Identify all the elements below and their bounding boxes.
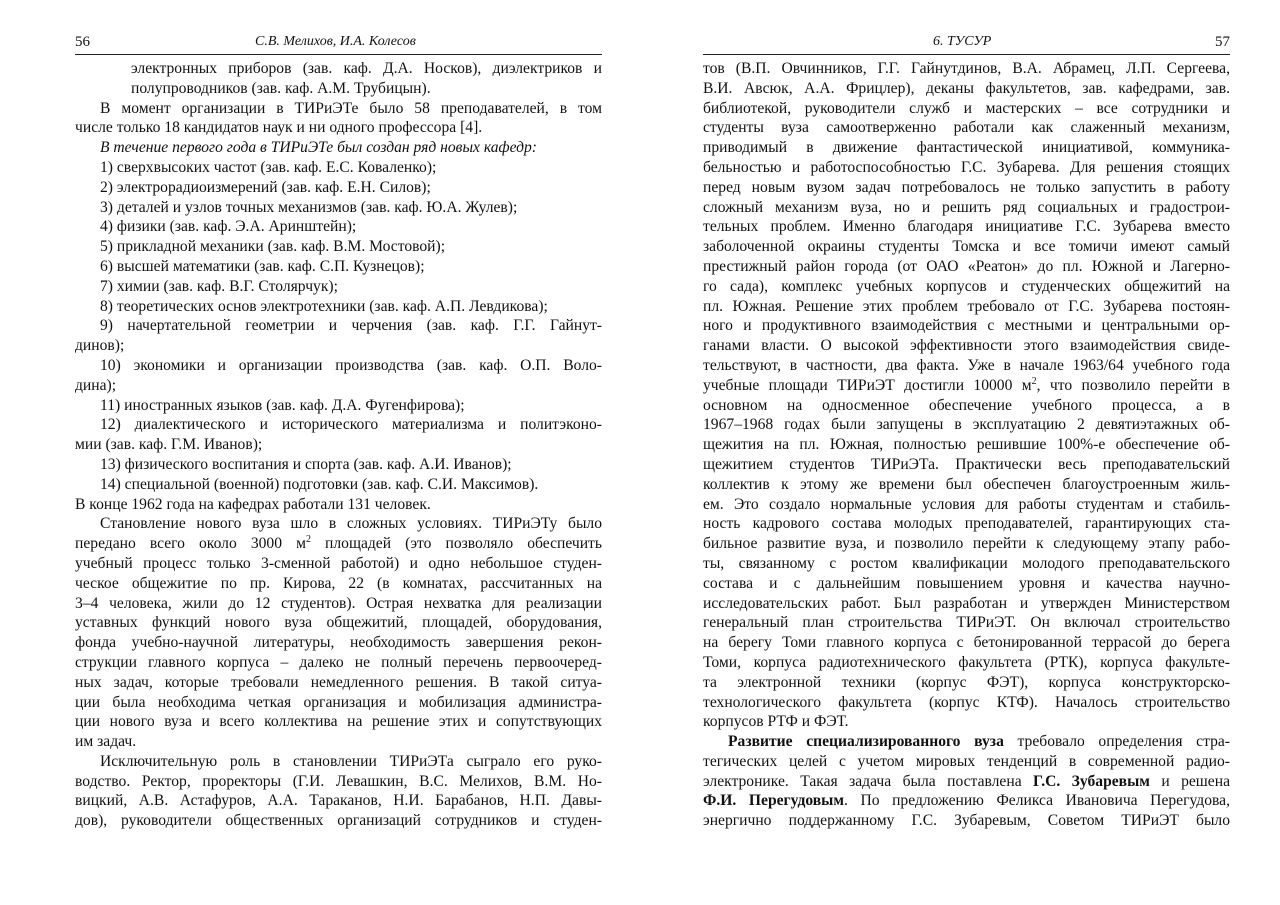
text-line: ного и продуктивного взаимодействия с местными и центральными ор-	[703, 317, 1230, 335]
text-line: В течение первого года в ТИРиЭТе был создан ряд новых кафедр:	[100, 139, 538, 157]
text-line: исследовательских работ. Был разработан и утвержден Министерством	[703, 594, 1230, 612]
right-page	[703, 34, 1230, 831]
text-line: 3–4 человека, жили до 12 студентов). Острая нехватка для реализации	[75, 594, 602, 612]
text-line: Исключительную роль в становлении ТИРиЭТа сыграло его руко-	[100, 752, 602, 770]
text-line: го сада), комплекс учебных корпусов и студенческих общежитий на	[703, 277, 1230, 295]
text-line: числе только 18 кандидатов наук и ни одного профессора [4].	[75, 119, 483, 137]
text-line: технологического факультета (корпус КТФ). Началось строительство	[703, 693, 1230, 711]
text-line: Становление нового вуза шло в сложных условиях. ТИРиЭТу было	[100, 515, 602, 533]
text-line: библиотекой, руководители служб и мастерских – все сотрудники и	[703, 99, 1230, 117]
text-line: сложный механизм вуза, но и решить ряд социальных и градострои-	[703, 198, 1230, 216]
text-line: 1) сверхвысоких частот (зав. каф. Е.С. Коваленко);	[100, 158, 437, 176]
text-line: 14) специальной (военной) подготовки (зав. каф. С.И. Максимов).	[100, 475, 539, 493]
text-line: дов), руководители общественных организаций сотрудников и студен-	[75, 812, 602, 830]
text-line: 13) физического воспитания и спорта (зав. каф. А.И. Иванов);	[100, 455, 512, 473]
text-line: ты, связанному с ростом квалификации молодого преподавательского	[703, 554, 1230, 572]
text-line: В конце 1962 года на кафедрах работали 131 человек.	[75, 495, 431, 513]
text-line: 9) начертательной геометрии и черчения (зав. каф. Г.Г. Гайнут-	[100, 317, 602, 335]
text-line: щежития на пл. Южная, полностью решившие 100%-е обеспечение об-	[703, 436, 1230, 454]
text-line: ем. Это создало нормальные условия для работы студентам и стабиль-	[703, 495, 1230, 513]
text-line: ческое общежитие по пр. Кирова, 22 (в комнатах, рассчитанных на	[75, 574, 602, 592]
text-line: ность кадрового состава молодых преподавателей, гарантирующих ста-	[703, 515, 1230, 533]
text-line: корпусов РТФ и ФЭТ.	[703, 713, 849, 731]
text-line: 5) прикладной механики (зав. каф. В.М. Мостовой);	[100, 238, 446, 256]
text-line: учебный процесс только 3-сменной работой) и одно небольшое студен-	[75, 554, 602, 572]
text-line: престижный район города (от ОАО «Реатон» до пл. Южной и Лагерно-	[703, 257, 1230, 275]
text-line: вицкий, А.В. Астафуров, А.А. Тараканов, Н.И. Барабанов, Н.П. Давы-	[75, 792, 602, 810]
text-line: ции нового вуза и всего коллектива на решение этих и сопутствующих	[75, 713, 602, 731]
text-line: 10) экономики и организации производства (зав. каф. О.П. Воло-	[100, 356, 602, 374]
text-line: пл. Южная. Решение этих проблем требовало от Г.С. Зубарева постоян-	[703, 297, 1230, 315]
text-line: электронике. Такая задача была поставлена Г.С. Зубаревым и решена	[703, 772, 1230, 790]
text-line: 2) электрорадиоизмерений (зав. каф. Е.Н. Силов);	[100, 178, 431, 196]
text-line: 7) химии (зав. каф. В.Г. Столярчук);	[100, 277, 338, 295]
text-line: ции была необходима четкая организация и мобилизация администра-	[75, 693, 602, 711]
page-number: 57	[1215, 34, 1230, 50]
text-line: 11) иностранных языков (зав. каф. Д.А. Фугенфирова);	[100, 396, 465, 414]
page-number: 56	[75, 34, 90, 50]
right-page-header	[703, 34, 1230, 55]
text-line: мии (зав. каф. Г.М. Иванов);	[75, 436, 263, 454]
text-line: основном на односменное обеспечение учебного процесса, а в	[703, 396, 1230, 414]
text-line: 3) деталей и узлов точных механизмов (зав. каф. Ю.А. Жулев);	[100, 198, 518, 216]
text-line: В.И. Авсюк, А.А. Фрицлер), деканы факультетов, зав. кафедрами, зав.	[703, 79, 1230, 97]
text-line: учебные площади ТИРиЭТ достигли 10000 $м^2$, что позволило перейти в	[703, 375, 1230, 394]
text-line: генеральный план строительства ТИРиЭТ. Он включал строительство	[703, 614, 1230, 632]
running-head: С.В. Мелихов, И.А. Колесов	[255, 34, 416, 49]
text-line: заболоченной окраины студенты Томска и все томичи имеют самый	[703, 238, 1230, 256]
text-line: 12) диалектического и исторического материализма и политэконо-	[100, 416, 602, 434]
text-line: полупроводников (зав. каф. А.М. Трубицын).	[131, 79, 431, 97]
text-line: бельностью и работоспособностью Г.С. Зубарева. Для решения стоящих	[703, 158, 1230, 176]
text-line: Томи, корпуса радиотехнического факультета (РТК), корпуса факульте-	[703, 653, 1230, 671]
text-line: студенты вуза самоотверженно работали как слаженный механизм,	[703, 119, 1230, 137]
text-line: Ф.И. Перегудовым. По предложению Феликса Ивановича Перегудова,	[703, 792, 1231, 810]
text-line: струкции главного корпуса – далеко не полный перечень первоочеред-	[75, 653, 602, 671]
text-line: динов);	[75, 337, 125, 355]
text-line: на берегу Томи главного корпуса с бетонированной террасой до берега	[703, 634, 1230, 652]
text-line: щежитием студентов ТИРиЭТа. Практически весь преподавательский	[703, 455, 1230, 473]
text-line: та электронной техники (корпус ФЭТ), корпуса конструкторско-	[703, 673, 1230, 691]
text-line: тельных проблем. Именно благодаря инициативе Г.С. Зубарева вместо	[703, 218, 1230, 236]
text-line: тегических целей с учетом мировых тенденций в современной радио-	[703, 752, 1230, 770]
text-line: коллектив к этому же времени был обеспечен благоустроенным жиль-	[703, 475, 1230, 493]
text-line: бильное развитие вуза, и позволило перейти к следующему этапу рабо-	[703, 535, 1230, 553]
text-line: уставных функций нового вуза общежитий, площадей, оборудования,	[75, 614, 602, 632]
text-line: передано всего около 3000 $м^2$ площадей (это позволяло обеспечить	[75, 533, 602, 553]
text-line: В момент организации в ТИРиЭТе было 58 преподавателей, в том	[100, 99, 602, 117]
right-page-body	[703, 59, 1230, 831]
text-line: Развитие специализированного вуза требовало определения стра-	[728, 733, 1230, 751]
text-line: фонда учебно-научной литературы, необходимость завершения рекон-	[75, 634, 602, 652]
text-line: ных задач, которые требовали немедленного решения. В такой ситуа-	[75, 673, 602, 691]
text-line: тельствуют, в частности, два факта. Уже в начале 1963/64 учебного года	[703, 356, 1230, 374]
text-line: состава и с дальнейшим повышением уровня и качества научно-	[703, 574, 1230, 592]
left-page	[75, 34, 602, 831]
text-line: дина);	[75, 376, 117, 394]
running-head: 6. ТУСУР	[933, 34, 992, 49]
text-line: им задач.	[75, 733, 137, 751]
text-line: 4) физики (зав. каф. Э.А. Аринштейн);	[100, 218, 357, 236]
text-line: перед новым вузом задач потребовалось не только запустить в работу	[703, 178, 1230, 196]
text-line: электронных приборов (зав. каф. Д.А. Носков), диэлектриков и	[131, 60, 602, 77]
text-line: ганами власти. О высокой эффективности этого взаимодействия свиде-	[703, 337, 1230, 355]
text-line: водство. Ректор, проректоры (Г.И. Левашкин, В.С. Мелихов, В.М. Но-	[75, 772, 602, 790]
text-line: 6) высшей математики (зав. каф. С.П. Кузнецов);	[100, 257, 425, 275]
text-line: тов (В.П. Овчинников, Г.Г. Гайнутдинов, В.А. Абрамец, Л.П. Сергеева,	[703, 60, 1230, 77]
text-line: приводимый в движение фантастической инициативой, коммуника-	[703, 139, 1230, 157]
left-page-body	[75, 59, 602, 831]
text-line: 8) теоретических основ электротехники (зав. каф. А.П. Левдикова);	[100, 297, 548, 315]
text-line: энергично поддержанному Г.С. Зубаревым, Советом ТИРиЭТ было	[703, 812, 1230, 830]
left-page-header	[75, 34, 602, 55]
text-line: 1967–1968 годах были запущены в эксплуатацию 2 девятиэтажных об-	[703, 416, 1230, 434]
